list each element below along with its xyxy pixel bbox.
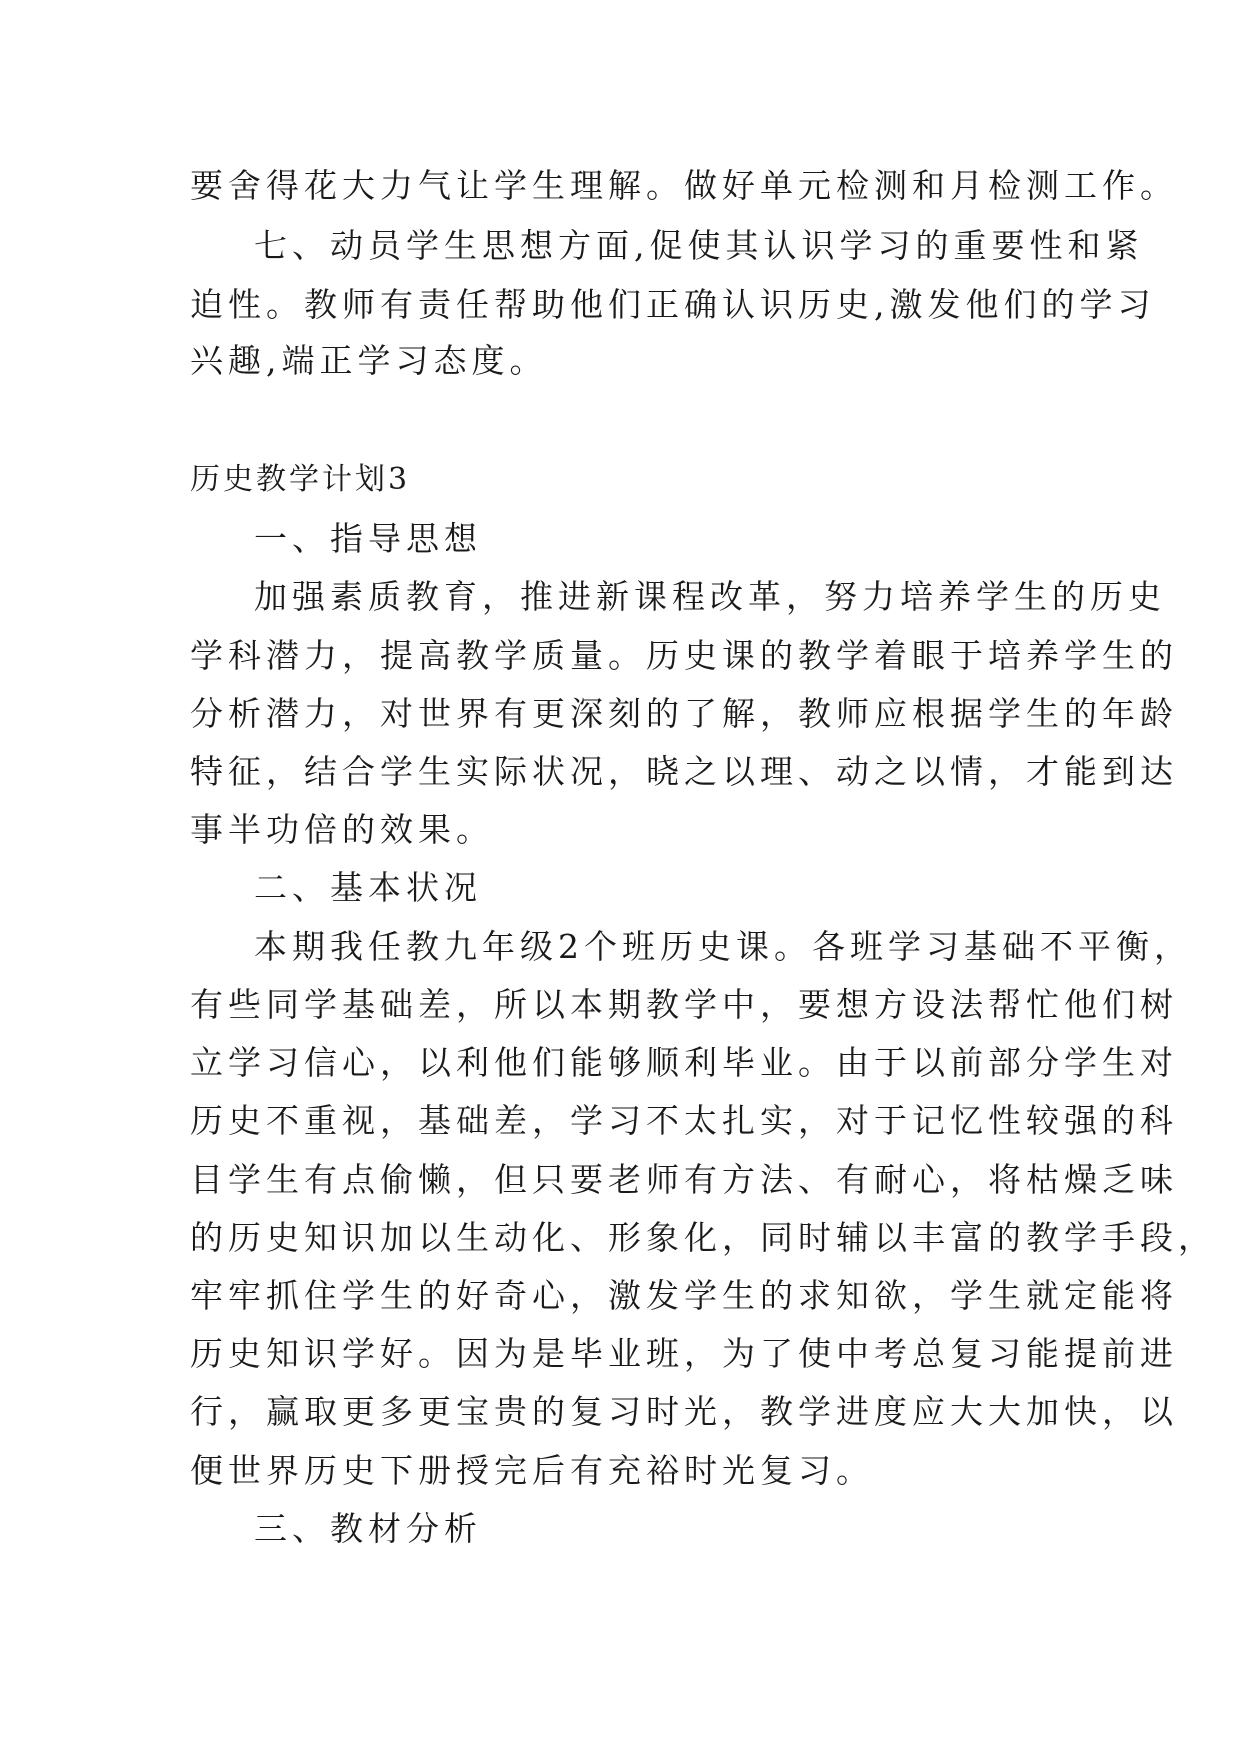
paragraph-line: 特征，结合学生实际状况，晓之以理、动之以情，才能到达 — [190, 752, 1178, 791]
paragraph-line: 加强素质教育，推进新课程改革，努力培养学生的历史 — [254, 577, 1166, 616]
paragraph-line: 兴趣,端正学习态度。 — [190, 341, 548, 380]
section-heading: 二、基本状况 — [254, 868, 482, 907]
paragraph-line: 分析潜力，对世界有更深刻的了解，教师应根据学生的年龄 — [190, 694, 1178, 733]
paragraph-line: 行，赢取更多更宝贵的复习时光，教学进度应大大加快，以 — [190, 1392, 1178, 1431]
paragraph-line: 目学生有点偷懒，但只要老师有方法、有耐心，将枯燥乏味 — [190, 1160, 1178, 1199]
paragraph-line: 的历史知识加以生动化、形象化，同时辅以丰富的教学手段， — [190, 1218, 1216, 1257]
paragraph-line: 学科潜力，提高教学质量。历史课的教学着眼于培养学生的 — [190, 636, 1178, 675]
paragraph-line: 便世界历史下册授完后有充裕时光复习。 — [190, 1451, 874, 1490]
paragraph-line: 事半功倍的效果。 — [190, 810, 494, 849]
paragraph-line: 牢牢抓住学生的好奇心，激发学生的求知欲，学生就定能将 — [190, 1276, 1178, 1315]
paragraph-line: 迫性。教师有责任帮助他们正确认识历史,激发他们的学习 — [190, 285, 1156, 324]
paragraph-line: 有些同学基础差，所以本期教学中，要想方设法帮忙他们树 — [190, 985, 1178, 1024]
section-heading: 一、指导思想 — [254, 519, 482, 558]
section-heading: 三、教材分析 — [254, 1509, 482, 1548]
paragraph-line: 七、动员学生思想方面,促使其认识学习的重要性和紧 — [254, 226, 1144, 265]
paragraph-line: 本期我任教九年级2个班历史课。各班学习基础不平衡， — [254, 927, 1192, 966]
paragraph-line: 历史知识学好。因为是毕业班，为了使中考总复习能提前进 — [190, 1334, 1178, 1373]
paragraph-line: 历史不重视，基础差，学习不太扎实，对于记忆性较强的科 — [190, 1101, 1178, 1140]
paragraph-line: 立学习信心，以利他们能够顺利毕业。由于以前部分学生对 — [190, 1043, 1178, 1082]
paragraph-line: 要舍得花大力气让学生理解。做好单元检测和月检测工作。 — [190, 166, 1178, 205]
plan-title: 历史教学计划3 — [190, 462, 411, 497]
